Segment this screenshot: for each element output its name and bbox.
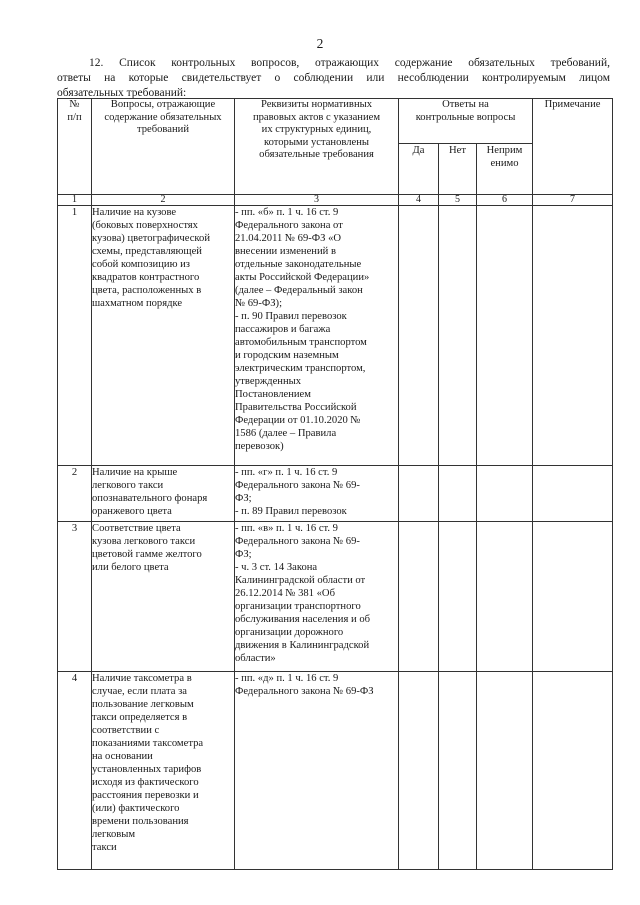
checklist-table — [57, 98, 613, 870]
column-number: 4 — [399, 195, 439, 206]
requisites-cell: - пп. «в» п. 1 ч. 16 ст. 9 Федерального закона № 69- ФЗ; - ч. 3 ст. 14 Закона Калининградской области от 26.12.2014 № 381 «Об организации транспортного обслуживания населения и об организации дорожного движения в Калининградской области» — [235, 522, 399, 672]
row-number: 2 — [58, 466, 92, 522]
intro-line: обязательных требований: — [57, 87, 187, 99]
row-number: 3 — [58, 522, 92, 672]
note-cell[interactable] — [533, 206, 613, 466]
answer-no-cell[interactable] — [439, 206, 477, 466]
question-cell: Наличие таксометра в случае, если плата за пользование легковым такси определяется в соответствии с показаниями таксометра на основании установленных тарифов исходя из фактического расстояния перевозки и (или) фактического времени пользования легковым такси — [92, 672, 235, 870]
answer-yes-cell[interactable] — [399, 522, 439, 672]
answer-no-cell[interactable] — [439, 522, 477, 672]
column-numbers-row — [58, 195, 613, 206]
column-number: 5 — [439, 195, 477, 206]
answer-yes-cell[interactable] — [399, 672, 439, 870]
requisites-cell: - пп. «г» п. 1 ч. 16 ст. 9 Федерального закона № 69- ФЗ; - п. 89 Правил перевозок — [235, 466, 399, 522]
answer-na-cell[interactable] — [477, 672, 533, 870]
note-cell[interactable] — [533, 672, 613, 870]
note-cell[interactable] — [533, 466, 613, 522]
column-number: 6 — [477, 195, 533, 206]
table-row — [58, 522, 613, 672]
header-yes: Да — [399, 144, 439, 195]
header-answers: Ответы на контрольные вопросы — [399, 99, 533, 144]
answer-no-cell[interactable] — [439, 672, 477, 870]
question-cell: Соответствие цвета кузова легкового такси цветовой гамме желтого или белого цвета — [92, 522, 235, 672]
answer-na-cell[interactable] — [477, 466, 533, 522]
table-row — [58, 206, 613, 466]
requisites-cell: - пп. «б» п. 1 ч. 16 ст. 9 Федерального закона от 21.04.2011 № 69-ФЗ «О внесении изменений в отдельные законодательные акты Российской Федерации» (далее – Федеральный закон № 69-ФЗ); - п. 90 Правил перевозок пассажиров и багажа автомобильным транспортом и городским наземным электрическим транспортом, утвержденных Постановлением Правительства Российской Федерации от 01.10.2020 № 1586 (далее – Правила перевозок) — [235, 206, 399, 466]
column-number: 7 — [533, 195, 613, 206]
header-question: Вопросы, отражающие содержание обязательных требований — [92, 99, 235, 195]
answer-yes-cell[interactable] — [399, 206, 439, 466]
row-number: 4 — [58, 672, 92, 870]
header-not-applicable: Неприм енимо — [477, 144, 533, 195]
intro-line: ответы на которые свидетельствует о соблюдении или несоблюдении контролируемым лицом — [57, 72, 610, 84]
answer-na-cell[interactable] — [477, 206, 533, 466]
question-cell: Наличие на кузове (боковых поверхностях кузова) цветографической схемы, представляющей собой композицию из квадратов контрастного цвета, расположенных в шахматном порядке — [92, 206, 235, 466]
header-num: № п/п — [58, 99, 92, 195]
page-number: 2 — [316, 36, 324, 51]
section-intro — [57, 56, 610, 101]
note-cell[interactable] — [533, 522, 613, 672]
header-requisites: Реквизиты нормативных правовых актов с указанием их структурных единиц, которыми установлены обязательные требования — [235, 99, 399, 195]
table-row — [58, 672, 613, 870]
requisites-cell: - пп. «д» п. 1 ч. 16 ст. 9 Федерального закона № 69-ФЗ — [235, 672, 399, 870]
header-note: Примечание — [533, 99, 613, 195]
question-cell: Наличие на крыше легкового такси опознавательного фонаря оранжевого цвета — [92, 466, 235, 522]
table-row — [58, 466, 613, 522]
column-number: 3 — [235, 195, 399, 206]
answer-na-cell[interactable] — [477, 522, 533, 672]
header-no: Нет — [439, 144, 477, 195]
intro-line: 12. Список контрольных вопросов, отражающих содержание обязательных требований, — [89, 57, 610, 69]
answer-no-cell[interactable] — [439, 466, 477, 522]
answer-yes-cell[interactable] — [399, 466, 439, 522]
column-number: 2 — [92, 195, 235, 206]
row-number: 1 — [58, 206, 92, 466]
column-number: 1 — [58, 195, 92, 206]
